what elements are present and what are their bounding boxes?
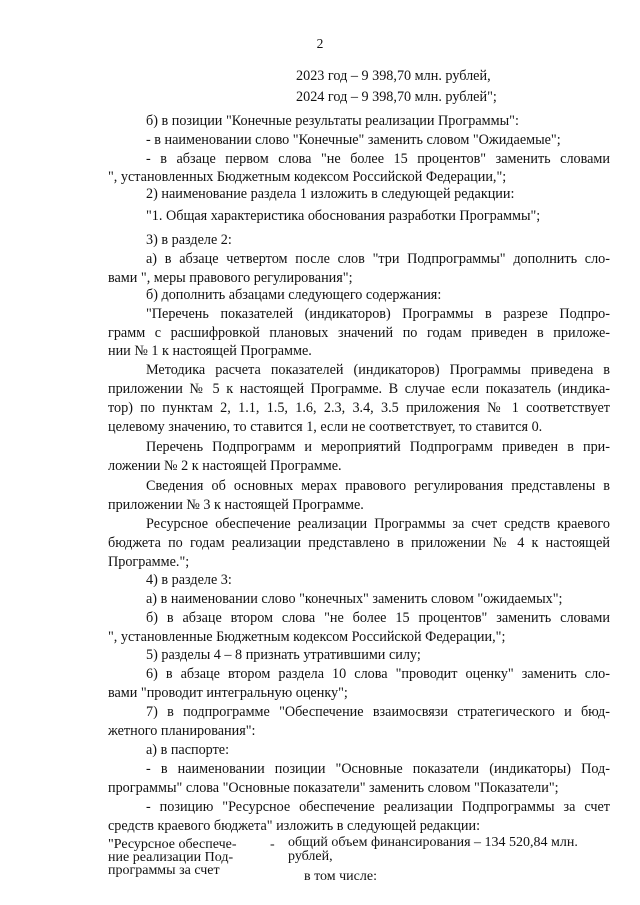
text-line: 5) разделы 4 – 8 признать утратившими силу;	[146, 647, 421, 663]
text-line: вами ", меры правового регулирования";	[108, 270, 353, 286]
text-line: грамм с расшифровкой плановых значений по годам приведен в приложе-	[108, 325, 610, 341]
table-left-cell-line: ние реализации Под-	[108, 850, 234, 865]
text-line: б) дополнить абзацами следующего содержания:	[146, 287, 442, 303]
text-line: а) в абзаце четвертом после слов "три Подпрограммы" дополнить сло-	[146, 251, 610, 267]
text-line: "Перечень показателей (индикаторов) Программы в разрезе Подпро-	[146, 306, 610, 322]
text-line: приложении № 5 к настоящей Программе. В случае если показатель (индика-	[108, 381, 610, 397]
text-line: вами "проводит интегральную оценку";	[108, 685, 348, 701]
text-line: тор) по пунктам 2, 1.1, 1.5, 1.6, 2.3, 3.4, 3.5 приложения № 1 соответствует	[108, 400, 610, 416]
table-left-cell-line: программы за счет	[108, 863, 220, 878]
text-line: Программе.";	[108, 554, 190, 570]
text-line: Методика расчета показателей (индикаторов) Программы приведена в	[146, 362, 610, 378]
text-line: Ресурсное обеспечение реализации Программы за счет средств краевого	[146, 516, 610, 532]
text-line: - позицию "Ресурсное обеспечение реализации Подпрограммы за счет	[146, 799, 610, 815]
text-line: а) в паспорте:	[146, 742, 230, 758]
text-line: средств краевого бюджета" изложить в следующей редакции:	[108, 818, 481, 834]
text-line: приложении № 3 к настоящей Программе.	[108, 497, 364, 513]
text-line: ", установленных Бюджетным кодексом Российской Федерации,";	[108, 169, 507, 185]
text-line: Сведения об основных мерах правового регулирования представлены в	[146, 478, 610, 494]
text-line: ", установленные Бюджетным кодексом Российской Федерации,";	[108, 629, 506, 645]
table-left-cell-line: "Ресурсное обеспече-	[108, 837, 237, 852]
text-line: 7) в подпрограмме "Обеспечение взаимосвязи стратегического и бюд-	[146, 704, 610, 720]
text-line: а) в наименовании слово "конечных" заменить словом "ожидаемых";	[146, 591, 563, 607]
table-right-cell-line: общий объем финансирования – 134 520,84 млн.	[288, 835, 578, 850]
table-dash: -	[270, 837, 275, 852]
text-line: б) в позиции "Конечные результаты реализации Программы":	[146, 113, 519, 129]
text-line: 6) в абзаце втором раздела 10 слова "проводит оценку" заменить сло-	[146, 666, 610, 682]
text-line: ложении № 2 к настоящей Программе.	[108, 458, 342, 474]
text-line: 2024 год – 9 398,70 млн. рублей";	[296, 89, 497, 105]
table-right-cell-line: рублей,	[288, 849, 333, 864]
text-line: б) в абзаце втором слова "не более 15 процентов" заменить словами	[146, 610, 610, 626]
text-line: 2023 год – 9 398,70 млн. рублей,	[296, 68, 491, 84]
page-number: 2	[316, 36, 324, 51]
table-including-label: в том числе:	[304, 869, 377, 884]
text-line: 4) в разделе 3:	[146, 572, 232, 588]
text-line: - в абзаце первом слова "не более 15 процентов" заменить словами	[146, 151, 610, 167]
text-line: - в наименовании позиции "Основные показатели (индикаторы) Под-	[146, 761, 610, 777]
text-line: программы" слова "Основные показатели" заменить словом "Показатели";	[108, 780, 559, 796]
text-line: 3) в разделе 2:	[146, 232, 232, 248]
text-line: целевому значению, то ставится 1, если не соответствует, то ставится 0.	[108, 419, 543, 435]
text-line: - в наименовании слово "Конечные" заменить словом "Ожидаемые";	[146, 132, 561, 148]
text-line: 2) наименование раздела 1 изложить в следующей редакции:	[146, 186, 515, 202]
text-line: жетного планирования":	[108, 723, 256, 739]
text-line: нии № 1 к настоящей Программе.	[108, 343, 312, 359]
text-line: Перечень Подпрограмм и мероприятий Подпрограмм приведен в при-	[146, 439, 610, 455]
text-line: "1. Общая характеристика обоснования разработки Программы";	[146, 208, 541, 224]
text-line: бюджета по годам реализации представлено в приложении № 4 к настоящей	[108, 535, 610, 551]
